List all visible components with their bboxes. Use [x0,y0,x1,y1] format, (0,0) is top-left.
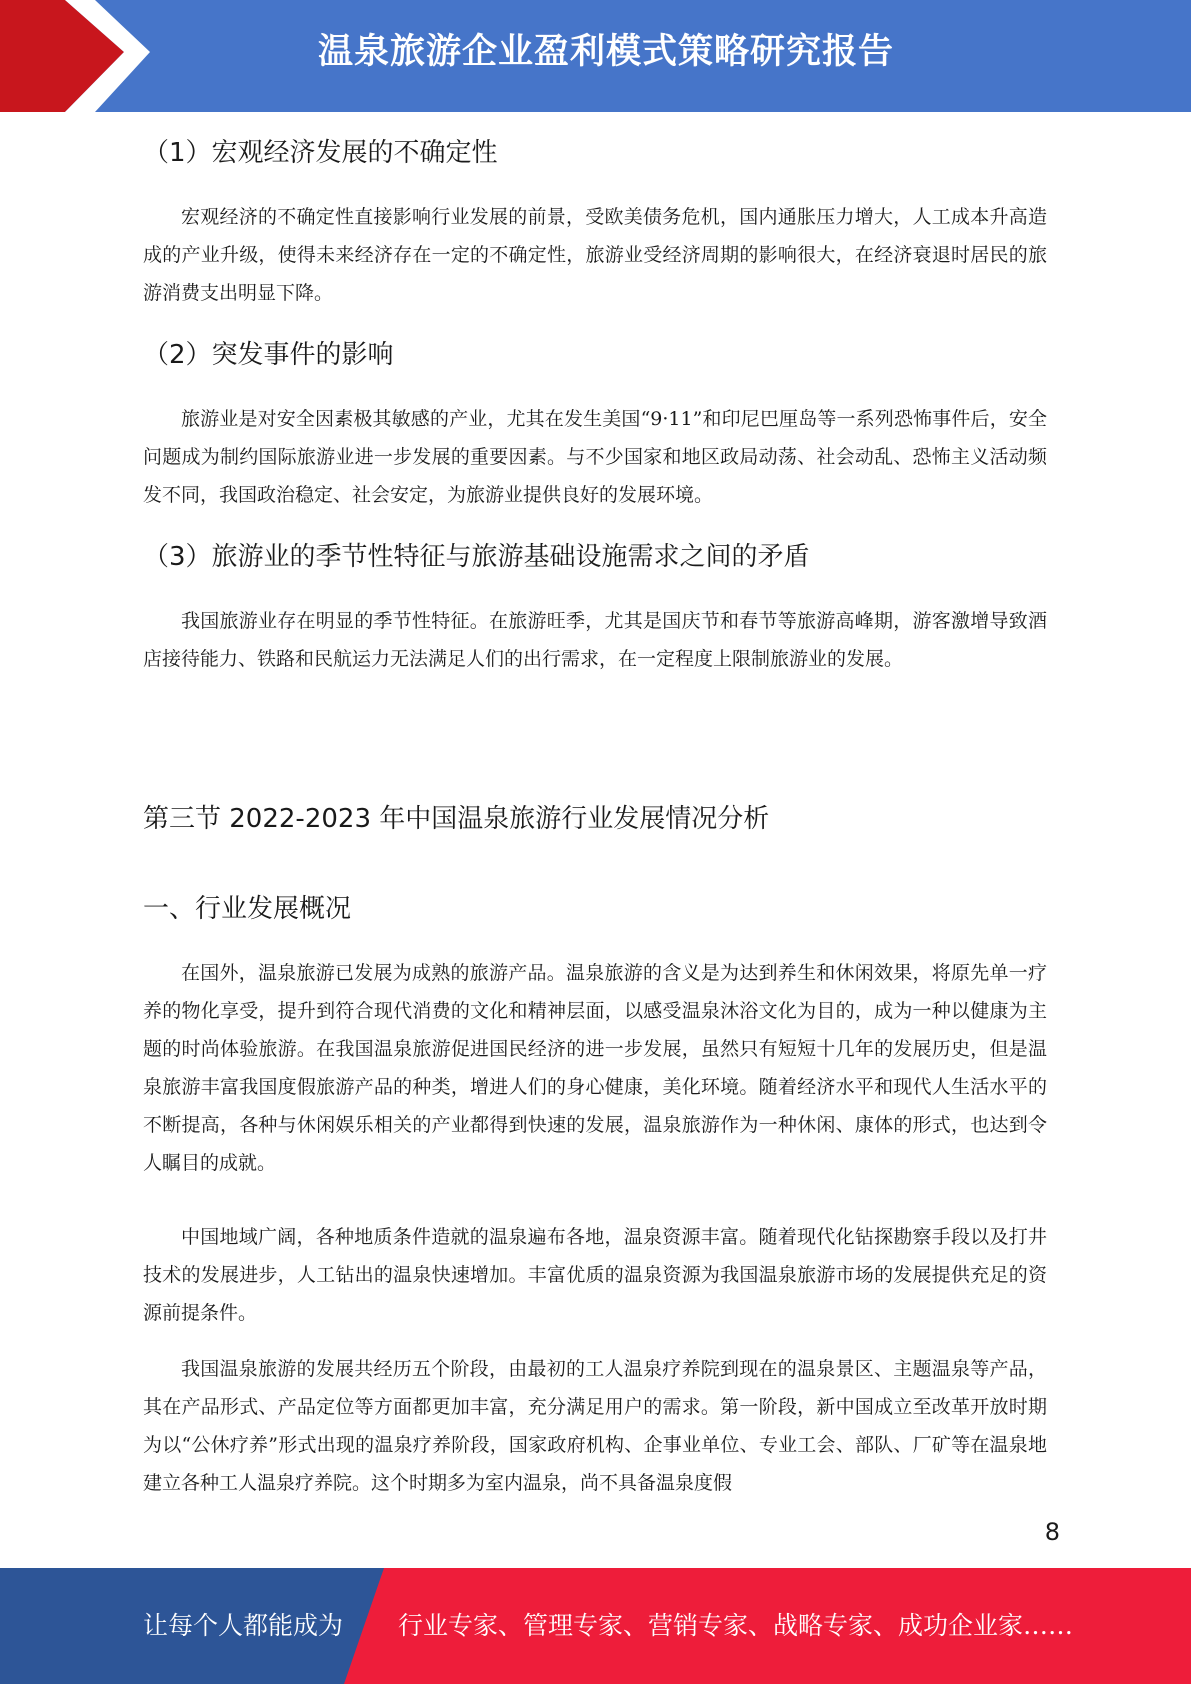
section-heading-1: （1）宏观经济发展的不确定性 [143,138,498,168]
footer-slogan-left: 让每个人都能成为 [143,1611,344,1640]
section-heading-2: （2）突发事件的影响 [143,340,394,370]
footer-slogan-right: 行业专家、管理专家、营销专家、战略专家、成功企业家…… [398,1611,1074,1640]
section-2-paragraph: 旅游业是对安全因素极其敏感的产业，尤其在发生美国“9·11”和印尼巴厘岛等一系列恐怖事件后，安全问题成为制约国际旅游业进一步发展的重要因素。与不少国家和地区政局动荡、社会动乱、恐怖主义活动频发不同，我国政治稳定、社会安定，为旅游业提供良好的发展环境。 [143,408,1047,506]
page-footer [0,1568,1191,1684]
section-heading-3: （3）旅游业的季节性特征与旅游基础设施需求之间的矛盾 [143,542,810,572]
chapter-subheading: 一、行业发展概况 [143,894,352,924]
section-1-paragraph: 宏观经济的不确定性直接影响行业发展的前景，受欧美债务危机，国内通胀压力增大，人工成本升高造成的产业升级，使得未来经济存在一定的不确定性，旅游业受经济周期的影响很大，在经济衰退时居民的旅游消费支出明显下降。 [143,206,1047,304]
chapter-paragraph-3: 我国温泉旅游的发展共经历五个阶段，由最初的工人温泉疗养院到现在的温泉景区、主题温泉等产品，其在产品形式、产品定位等方面都更加丰富，充分满足用户的需求。第一阶段，新中国成立至改革开放时期为以“公休疗养”形式出现的温泉疗养阶段，国家政府机构、企事业单位、专业工会、部队、厂矿等在温泉地建立各种工人温泉疗养院。这个时期多为室内温泉，尚不具备温泉度假 [143,1358,1047,1494]
page-number: 8 [1044,1518,1060,1546]
report-title: 温泉旅游企业盈利模式策略研究报告 [317,32,894,72]
page-header [0,0,1191,112]
chapter-heading: 第三节 2022-2023 年中国温泉旅游行业发展情况分析 [143,804,770,834]
chapter-paragraph-2: 中国地域广阔，各种地质条件造就的温泉遍布各地，温泉资源丰富。随着现代化钻探勘察手段以及打井技术的发展进步，人工钻出的温泉快速增加。丰富优质的温泉资源为我国温泉旅游市场的发展提供充足的资源前提条件。 [143,1226,1047,1324]
chapter-paragraph-1: 在国外，温泉旅游已发展为成熟的旅游产品。温泉旅游的含义是为达到养生和休闲效果，将原先单一疗养的物化享受，提升到符合现代消费的文化和精神层面，以感受温泉沐浴文化为目的，成为一种以健康为主题的时尚体验旅游。在我国温泉旅游促进国民经济的进一步发展，虽然只有短短十几年的发展历史，但是温泉旅游丰富我国度假旅游产品的种类，增进人们的身心健康，美化环境。随着经济水平和现代人生活水平的不断提高，各种与休闲娱乐相关的产业都得到快速的发展，温泉旅游作为一种休闲、康体的形式，也达到令人瞩目的成就。 [143,962,1047,1174]
section-3-paragraph: 我国旅游业存在明显的季节性特征。在旅游旺季，尤其是国庆节和春节等旅游高峰期，游客激增导致酒店接待能力、铁路和民航运力无法满足人们的出行需求，在一定程度上限制旅游业的发展。 [143,610,1047,670]
